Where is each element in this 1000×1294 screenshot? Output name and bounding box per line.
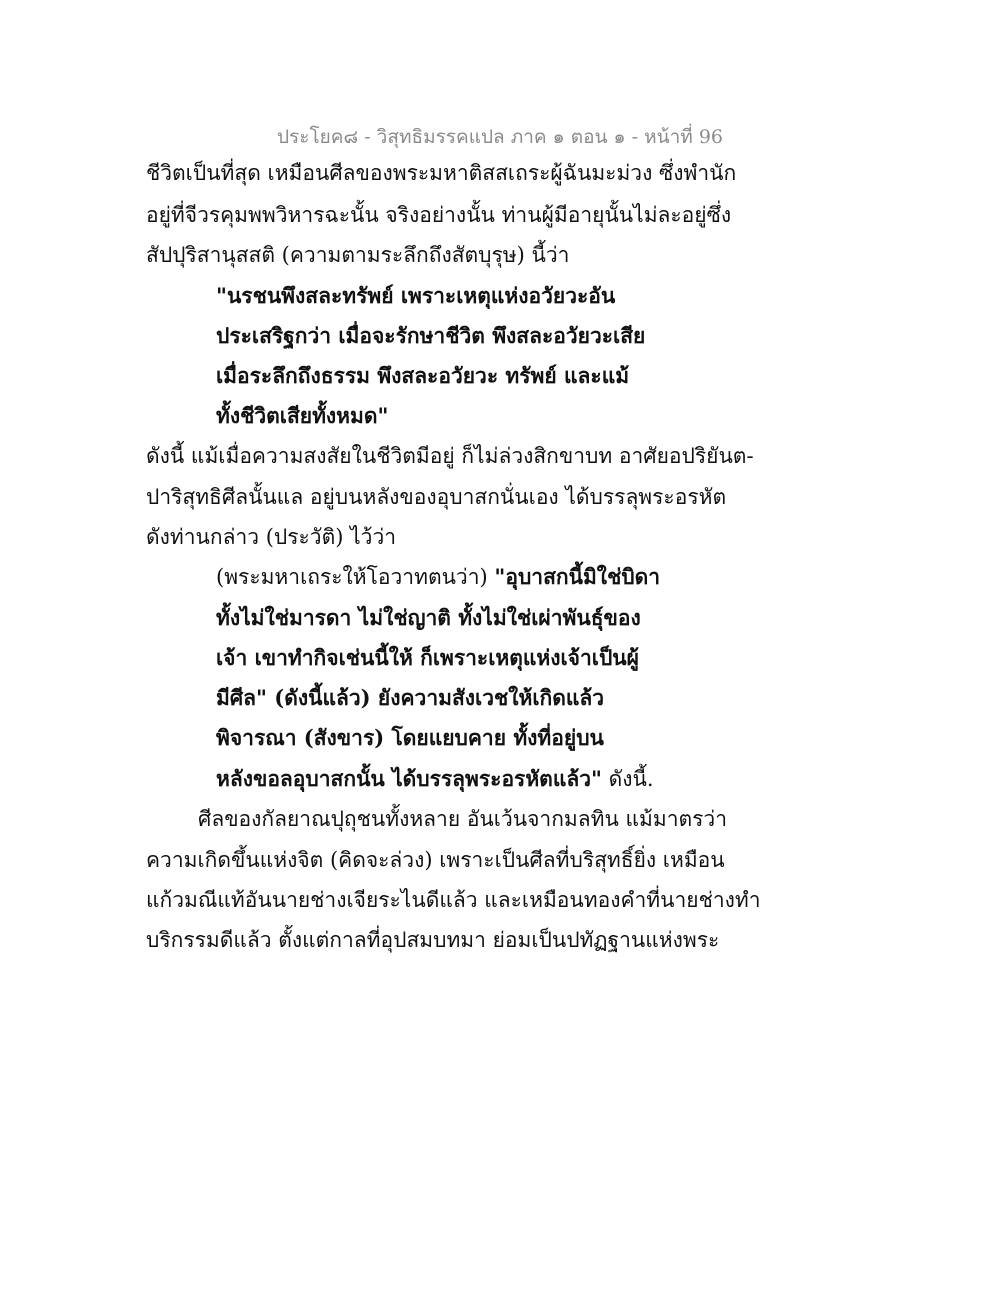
verse2-intro: (พระมหาเถระให้โอวาทตนว่า) <box>216 565 488 589</box>
verse2-line-6 <box>216 764 654 794</box>
verse2-last-bold: หลังขอลอุบาสกนั้น ได้บรรลุพระอรหัตแล้ว" <box>216 766 602 791</box>
paragraph3-line-1: ศีลของกัลยาณปุถุชนทั้งหลาย อันเว้นจากมลทิน แม้มาตรว่า <box>198 807 728 831</box>
verse1-line-1: "นรชนพึงสละทรัพย์ เพราะเหตุแห่งอวัยวะอัน <box>216 283 616 308</box>
verse2-line-3: เจ้า เขาทำกิจเช่นนี้ให้ ก็เพราะเหตุแห่งเจ้าเป็นผู้ <box>216 645 639 670</box>
verse1-line-3: เมื่อระลึกถึงธรรม พึงสละอวัยวะ ทรัพย์ และแม้ <box>216 363 630 388</box>
paragraph1-line-3: สัปปุริสานุสสติ (ความตามระลึกถึงสัตบุรุษ) นี้ว่า <box>146 243 570 267</box>
verse2-line-1 <box>216 562 660 592</box>
paragraph1-line-2: อยู่ที่จีวรคุมพพวิหารฉะนั้น จริงอย่างนั้น ท่านผู้มีอายุนั้นไม่ละอยู่ซึ่ง <box>146 203 732 227</box>
page-header: ประโยค๘ - วิสุทธิมรรคแปล ภาค ๑ ตอน ๑ - หน้าที่ 96 <box>277 126 723 148</box>
paragraph3-line-3: แก้วมณีแท้อันนายช่างเจียระไนดีแล้ว และเหมือนทองคำที่นายช่างทำ <box>146 888 761 912</box>
paragraph1-line-1: ชีวิตเป็นที่สุด เหมือนศีลของพระมหาติสสเถระผู้ฉันมะม่วง ซึ่งพำนัก <box>146 161 737 185</box>
verse2-line-4: มีศีล" (ดังนี้แล้ว) ยังความสังเวชให้เกิดแล้ว <box>216 685 605 710</box>
paragraph3-line-4: บริกรรมดีแล้ว ตั้งแต่กาลที่อุปสมบทมา ย่อมเป็นปทัฏฐานแห่งพระ <box>146 928 720 952</box>
verse1-line-2: ประเสริฐกว่า เมื่อจะรักษาชีวิต พึงสละอวัยวะเสีย <box>216 323 646 348</box>
verse2-last-tail: ดังนี้. <box>601 767 654 791</box>
verse2-line-2: ทั้งไม่ใช่มารดา ไม่ใช่ญาติ ทั้งไม่ใช่เผ่าพันธุ์ของ <box>216 605 641 630</box>
paragraph2-line-3: ดังท่านกล่าว (ประวัติ) ไว้ว่า <box>146 525 397 549</box>
verse2-line-5: พิจารณา (สังขาร) โดยแยบคาย ทั้งที่อยู่บน <box>216 725 604 750</box>
paragraph3-line-2: ความเกิดขึ้นแห่งจิต (คิดจะล่วง) เพราะเป็นศีลที่บริสุทธิ์ยิ่ง เหมือน <box>146 848 725 872</box>
verse1-line-4: ทั้งชีวิตเสียทั้งหมด" <box>216 403 389 428</box>
paragraph2-line-1: ดังนี้ แม้เมื่อความสงสัยในชีวิตมีอยู่ ก็ไม่ล่วงสิกขาบท อาศัยอปริยันต- <box>146 444 754 468</box>
verse2-first-bold: "อุบาสกนี้มิใช่บิดา <box>494 564 661 589</box>
paragraph2-line-2: ปาริสุทธิศีลนั้นแล อยู่บนหลังของอุบาสกนั่นเอง ได้บรรลุพระอรหัต <box>146 485 727 509</box>
